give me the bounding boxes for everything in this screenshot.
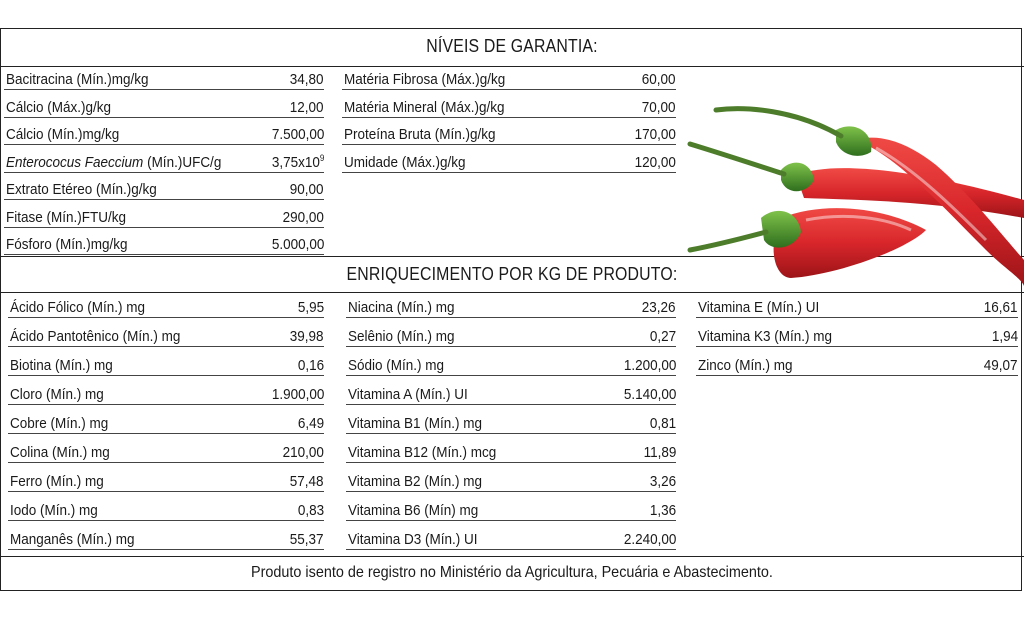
nutrient-label: Vitamina B1 (Mín.) mg <box>348 415 483 432</box>
table-row <box>4 206 324 228</box>
nutrient-value <box>635 154 676 171</box>
nutrient-label: Proteína Bruta (Mín.)g/kg <box>344 126 496 143</box>
nutrient-value <box>290 71 324 88</box>
nutrient-value-number: 16,61 <box>984 299 1018 316</box>
nutrient-value-number: 2.240,00 <box>623 531 676 548</box>
nutrient-value-number: 11,89 <box>643 444 676 461</box>
nutrient-value-number: 120,00 <box>634 153 676 171</box>
nutrient-label: Ácido Pantotênico (Mín.) mg <box>10 328 181 345</box>
garantia-title: NÍVEIS DE GARANTIA: <box>426 36 598 56</box>
nutrient-value-number: 6,49 <box>297 415 324 432</box>
table-row <box>8 354 324 376</box>
nutrient-value <box>623 386 676 403</box>
nutrient-value-number: 5.000,00 <box>271 236 324 253</box>
nutrient-value <box>271 153 324 171</box>
table-row <box>346 296 676 318</box>
nutrient-value <box>283 209 324 226</box>
nutrient-value <box>642 299 676 316</box>
table-row <box>8 325 324 347</box>
nutrient-value <box>984 299 1018 316</box>
nutrient-label-italic: Enterococus Faeccium <box>6 153 144 171</box>
table-row <box>346 470 676 492</box>
table-row <box>8 499 324 521</box>
nutrient-label: Fósforo (Mín.)mg/kg <box>6 236 128 253</box>
nutrient-label: Vitamina B2 (Mín.) mg <box>348 473 483 490</box>
nutrient-value <box>642 71 676 88</box>
divider-top <box>0 66 1024 67</box>
nutrient-label: Vitamina K3 (Mín.) mg <box>698 328 833 345</box>
nutrient-value <box>650 415 676 432</box>
nutrient-label: Vitamina A (Mín.) UI <box>348 386 468 403</box>
table-row <box>342 151 676 173</box>
nutrient-value <box>650 473 676 490</box>
nutrient-value <box>635 126 676 143</box>
nutrient-label: Vitamina B12 (Mín.) mcg <box>348 444 497 461</box>
nutrient-value-number: 23,26 <box>642 299 676 316</box>
nutrient-value <box>642 99 676 116</box>
table-row <box>696 296 1018 318</box>
nutrient-value-number: 55,37 <box>290 531 324 548</box>
nutrient-value <box>623 531 676 548</box>
table-row <box>8 441 324 463</box>
enriquecimento-title: ENRIQUECIMENTO POR KG DE PRODUTO: <box>346 264 678 284</box>
table-row <box>696 325 1018 347</box>
nutrient-value <box>271 236 324 253</box>
nutrient-label: Fitase (Mín.)FTU/kg <box>6 208 127 226</box>
nutrient-value <box>283 444 324 461</box>
table-row <box>346 528 676 550</box>
divider-footer <box>0 556 1024 557</box>
table-row <box>346 325 676 347</box>
nutrient-value-number: 60,00 <box>642 71 676 88</box>
nutrient-value <box>298 299 324 316</box>
table-row <box>346 354 676 376</box>
nutrient-value-number: 57,48 <box>290 473 324 490</box>
table-row <box>4 123 324 145</box>
nutrient-value <box>298 357 324 374</box>
nutrient-label: Vitamina D3 (Mín.) UI <box>348 531 478 548</box>
nutrient-label: Selênio (Mín.) mg <box>348 328 455 345</box>
nutrient-value-number: 39,98 <box>290 328 324 345</box>
nutrient-value-number: 3,75x10 <box>271 153 320 171</box>
nutrient-value-number: 1.900,00 <box>271 386 324 403</box>
nutrient-value-number: 5,95 <box>297 299 324 316</box>
nutrient-value-number: 5.140,00 <box>623 386 676 403</box>
nutrient-value <box>992 328 1018 345</box>
nutrient-label: Ferro (Mín.) mg <box>10 473 104 490</box>
nutrient-label <box>6 154 221 171</box>
nutrient-label-unit: (Mín.)UFC/g <box>143 153 222 171</box>
table-row <box>8 296 324 318</box>
table-row <box>346 383 676 405</box>
nutrient-value <box>290 328 324 345</box>
chili-peppers-image <box>686 100 1024 290</box>
nutrient-value-number: 12,00 <box>290 98 324 116</box>
nutrient-value-number: 0,27 <box>649 328 676 345</box>
nutrient-value <box>290 181 324 198</box>
nutrient-label: Vitamina B6 (Mín) mg <box>348 502 479 519</box>
nutrient-label: Cálcio (Mín.)mg/kg <box>6 126 120 143</box>
nutrient-value <box>650 502 676 519</box>
nutrient-label: Bacitracina (Mín.)mg/kg <box>6 71 149 88</box>
table-row <box>8 383 324 405</box>
nutrient-value-number: 1.200,00 <box>623 357 676 374</box>
nutrient-value <box>290 531 324 548</box>
nutrient-value-number: 1,94 <box>991 328 1018 345</box>
table-row <box>346 499 676 521</box>
nutrient-value-number: 49,07 <box>984 357 1018 374</box>
nutrient-label: Matéria Fibrosa (Máx.)g/kg <box>344 71 506 88</box>
nutrient-value <box>271 386 324 403</box>
nutrient-label: Sódio (Mín.) mg <box>348 357 445 374</box>
nutrient-value-number: 3,26 <box>649 473 676 490</box>
table-row <box>8 470 324 492</box>
table-row <box>342 96 676 118</box>
nutrient-value <box>643 444 676 461</box>
nutrient-label: Zinco (Mín.) mg <box>698 357 793 374</box>
table-row <box>8 528 324 550</box>
table-row <box>4 233 324 255</box>
nutrient-label: Cobre (Mín.) mg <box>10 415 109 432</box>
nutrient-label: Ácido Fólico (Mín.) mg <box>10 299 146 316</box>
table-row <box>4 68 324 90</box>
table-row <box>8 412 324 434</box>
nutrient-label: Manganês (Mín.) mg <box>10 531 135 548</box>
nutrient-value-number: 290,00 <box>282 208 324 226</box>
nutrient-value-number: 0,16 <box>297 357 324 374</box>
nutrient-label: Iodo (Mín.) mg <box>10 502 98 519</box>
nutrient-value <box>650 328 676 345</box>
table-row <box>342 123 676 145</box>
nutrient-label: Cloro (Mín.) mg <box>10 386 104 403</box>
nutrient-label: Matéria Mineral (Máx.)g/kg <box>344 98 505 116</box>
nutrient-value <box>298 502 324 519</box>
nutrient-label: Umidade (Máx.)g/kg <box>344 153 466 171</box>
nutrient-label: Biotina (Mín.) mg <box>10 357 113 374</box>
divider-enriquecimento <box>0 292 1024 293</box>
table-row <box>346 412 676 434</box>
nutrient-value-number: 0,83 <box>297 502 324 519</box>
table-row <box>4 178 324 200</box>
nutrient-value-number: 34,80 <box>290 71 324 88</box>
nutrient-label: Vitamina E (Mín.) UI <box>698 299 820 316</box>
nutrient-value-number: 210,00 <box>282 444 324 461</box>
nutrient-label: Extrato Etéreo (Mín.)g/kg <box>6 181 157 198</box>
table-row <box>342 68 676 90</box>
nutrient-value <box>290 99 324 116</box>
nutrient-value-exponent: 9 <box>319 152 324 163</box>
nutrient-label: Cálcio (Máx.)g/kg <box>6 98 112 116</box>
nutrient-label: Niacina (Mín.) mg <box>348 299 455 316</box>
footer-note: Produto isento de registro no Ministério da Agricultura, Pecuária e Abastecimento. <box>251 564 773 581</box>
nutrient-value <box>271 126 324 143</box>
nutrient-value-number: 1,36 <box>649 502 676 519</box>
nutrient-label: Colina (Mín.) mg <box>10 444 110 461</box>
table-row <box>346 441 676 463</box>
table-row <box>4 151 324 173</box>
nutrient-value-number: 70,00 <box>642 98 676 116</box>
nutrient-value <box>298 415 324 432</box>
table-row <box>4 96 324 118</box>
nutrient-value-number: 90,00 <box>290 181 324 198</box>
nutrient-value-number: 0,81 <box>649 415 676 432</box>
table-row <box>696 354 1018 376</box>
nutrient-value <box>290 473 324 490</box>
nutrient-value-number: 7.500,00 <box>271 126 324 143</box>
nutrient-value <box>623 357 676 374</box>
nutrient-value-number: 170,00 <box>634 126 676 143</box>
nutrient-value <box>984 357 1018 374</box>
